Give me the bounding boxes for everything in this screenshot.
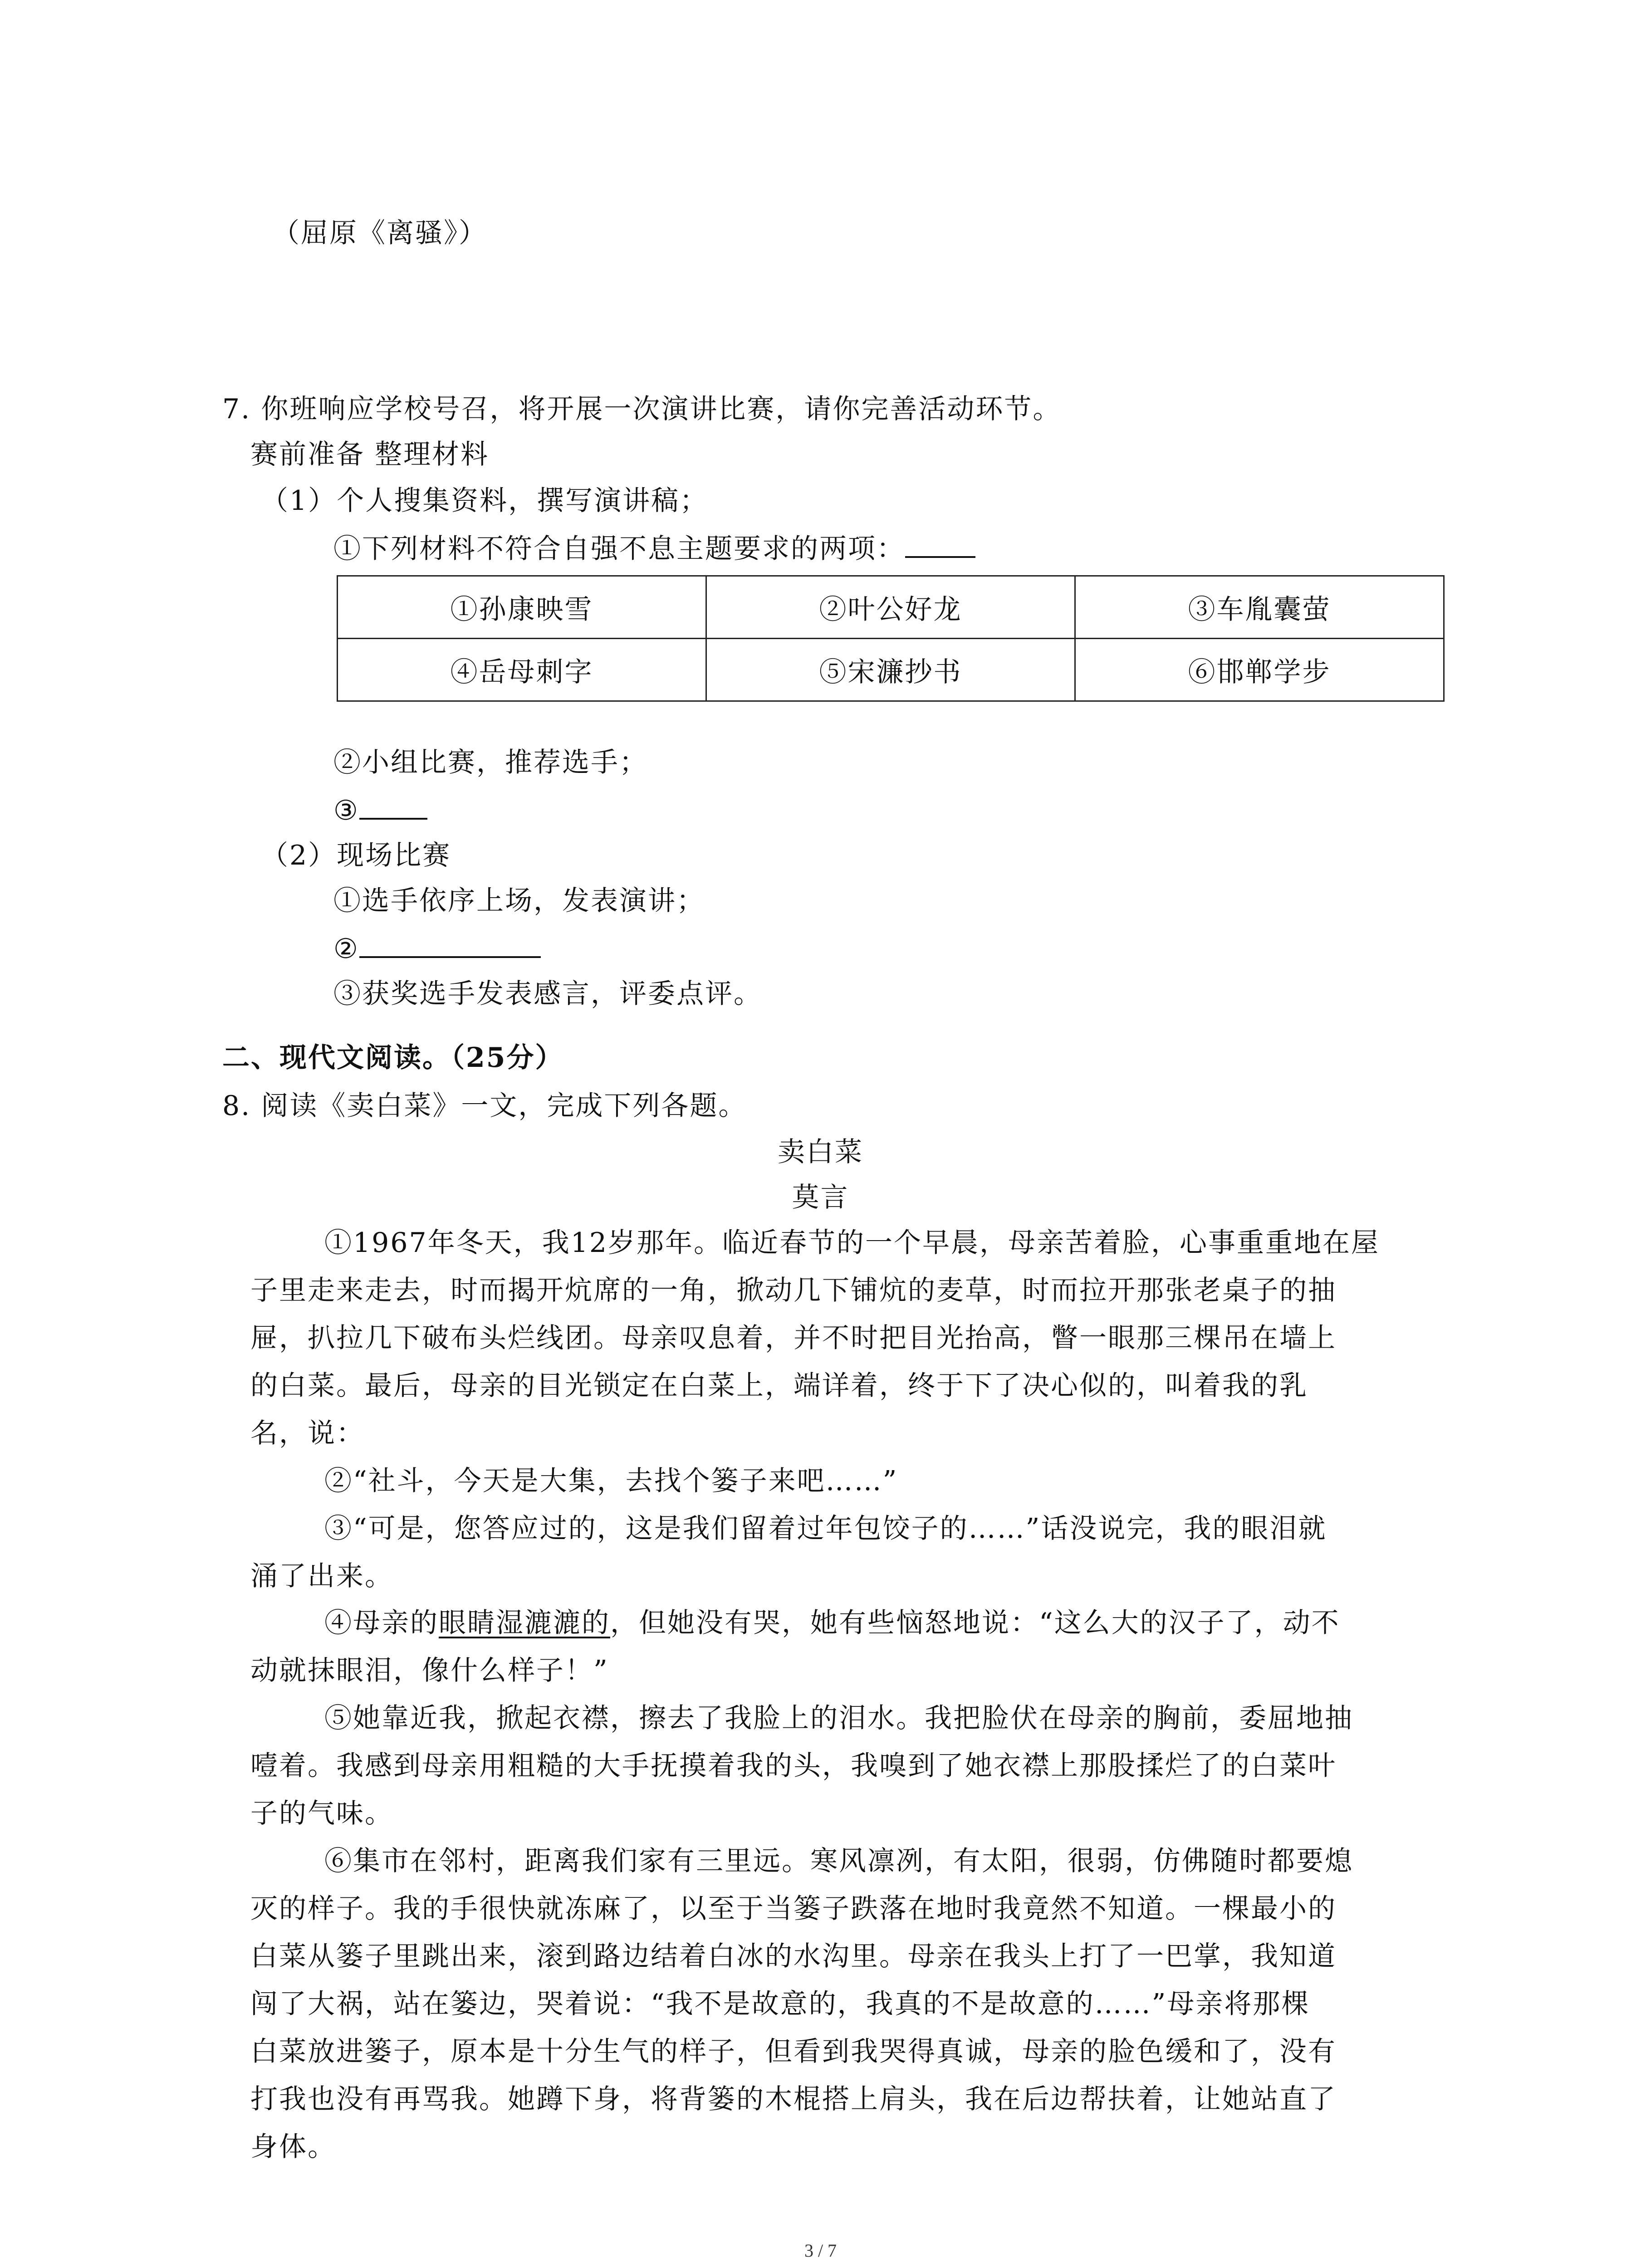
- q7-live1: ①选手依序上场，发表演讲；: [333, 885, 705, 917]
- material-cell: ⑤宋濂抄书: [706, 639, 1075, 701]
- q7-live3: ③获奖选手发表感言，评委点评。: [333, 978, 762, 1010]
- material-cell: ③车胤囊萤: [1075, 576, 1444, 639]
- q7-item1: [333, 529, 975, 567]
- article-line: 涌了出来。: [250, 1560, 393, 1592]
- article-line: 名，说：: [250, 1418, 365, 1449]
- answer-blank-3[interactable]: [359, 929, 541, 958]
- material-cell: ①孙康映雪: [338, 576, 706, 639]
- article-line: 闯了大祸，站在篓边，哭着说：“我不是故意的，我真的不是故意的……”母亲将那棵: [250, 1988, 1310, 2020]
- article-author: 莫言: [792, 1182, 849, 1213]
- q7-item2: ②小组比赛，推荐选手；: [333, 747, 648, 778]
- article-title: 卖白菜: [778, 1136, 863, 1168]
- article-line: ⑤她靠近我，掀起衣襟，擦去了我脸上的泪水。我把脸伏在母亲的胸前，委屈地抽: [324, 1702, 1353, 1734]
- page-number: 3 / 7: [804, 2240, 837, 2261]
- p4-suffix: ，但她没有哭，她有些恼怒地说：“这么大的汉子了，动不: [610, 1607, 1340, 1639]
- underlined-phrase: 眼睛湿漉漉的: [439, 1607, 610, 1639]
- q7-sub2: （2）现场比赛: [261, 840, 451, 871]
- article-line: 打我也没有再骂我。她蹲下身，将背篓的木棍搭上肩头，我在后边帮扶着，让她站直了: [250, 2083, 1337, 2115]
- material-cell: ②叶公好龙: [706, 576, 1075, 639]
- article-line: 白菜放进篓子，原本是十分生气的样子，但看到我哭得真诚，母亲的脸色缓和了，没有: [250, 2036, 1337, 2068]
- article-line: 灭的样子。我的手很快就冻麻了，以至于当篓子跌落在地时我竟然不知道。一棵最小的: [250, 1893, 1337, 1925]
- q7-item3-text: ③: [333, 795, 359, 826]
- article-line: ③“可是，您答应过的，这是我们留着过年包饺子的……”话没说完，我的眼泪就: [324, 1513, 1327, 1545]
- article-line: [324, 1605, 1340, 1641]
- article-line: ①1967年冬天，我12岁那年。临近春节的一个早晨，母亲苦着脸，心事重重地在屋: [324, 1227, 1380, 1259]
- article-line: 白菜从篓子里跳出来，滚到路边结着白冰的水沟里。母亲在我头上打了一巴掌，我知道: [250, 1941, 1337, 1972]
- q7-live2: [333, 929, 541, 967]
- q7-sub1: （1）个人搜集资料，撰写演讲稿；: [261, 485, 709, 517]
- q7-phase1: 赛前准备 整理材料: [250, 439, 490, 470]
- table-row: [338, 576, 1444, 639]
- source-line: （屈原《离骚》）: [272, 217, 487, 249]
- article-line: 噎着。我感到母亲用粗糙的大手抚摸着我的头，我嗅到了她衣襟上那股揉烂了的白菜叶: [250, 1750, 1337, 1782]
- p4-prefix: ④母亲的: [324, 1607, 439, 1639]
- article-line: ②“社斗，今天是大集，去找个篓子来吧……”: [324, 1465, 898, 1497]
- table-row: [338, 639, 1444, 701]
- section-heading: 二、现代文阅读。（25分）: [222, 1042, 564, 1074]
- article-line: 身体。: [250, 2131, 336, 2163]
- material-cell: ④岳母刺字: [338, 639, 706, 701]
- q7-item1-text: ①下列材料不符合自强不息主题要求的两项：: [333, 533, 905, 565]
- article-line: 子里走来走去，时而揭开炕席的一角，掀动几下铺炕的麦草，时而拉开那张老桌子的抽: [250, 1275, 1337, 1306]
- answer-blank-2[interactable]: [359, 791, 427, 820]
- answer-blank-1[interactable]: [905, 529, 975, 558]
- q7-item3: [333, 791, 427, 829]
- article-line: 子的气味。: [250, 1798, 393, 1829]
- q7-live2-text: ②: [333, 933, 359, 965]
- materials-table: [337, 575, 1445, 702]
- material-cell: ⑥邯郸学步: [1075, 639, 1444, 701]
- article-line: 屉，扒拉几下破布头烂线团。母亲叹息着，并不时把目光抬高，瞥一眼那三棵吊在墙上: [250, 1322, 1337, 1354]
- article-line: ⑥集市在邻村，距离我们家有三里远。寒风凛冽，有太阳，很弱，仿佛随时都要熄: [324, 1845, 1353, 1877]
- q7-stem: 7. 你班响应学校号召，将开展一次演讲比赛，请你完善活动环节。: [222, 393, 1062, 425]
- q8-stem: 8. 阅读《卖白菜》一文，完成下列各题。: [222, 1090, 747, 1122]
- article-line: 的白菜。最后，母亲的目光锁定在白菜上，端详着，终于下了决心似的，叫着我的乳: [250, 1370, 1308, 1402]
- article-line: 动就抹眼泪，像什么样子！”: [250, 1655, 609, 1686]
